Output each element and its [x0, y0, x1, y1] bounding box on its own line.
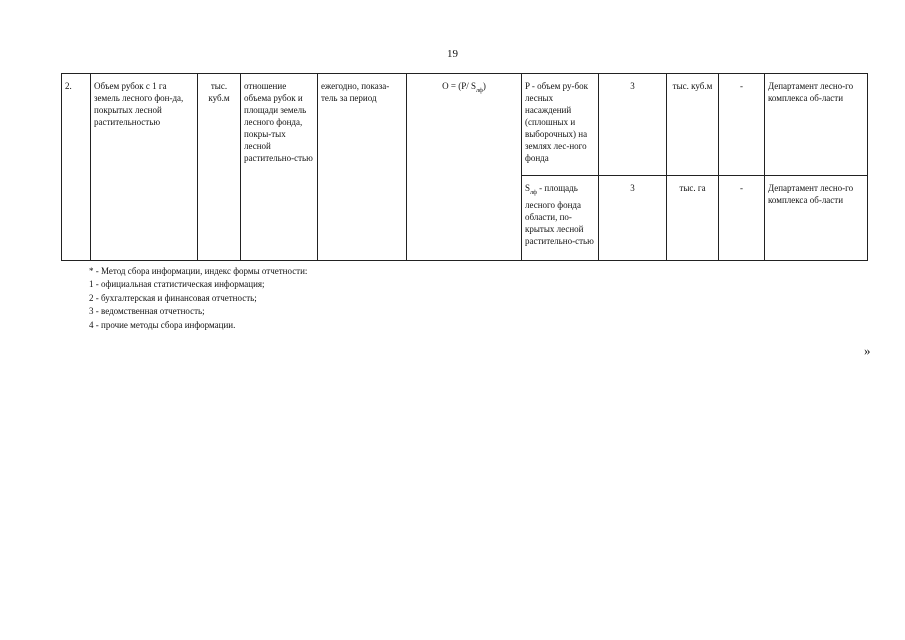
- formula-main: O = (P/ S: [442, 81, 476, 91]
- component-description-text: - площадь лесного фонда области, по-крытых лесной растительно-стью: [525, 183, 594, 246]
- definition-cell: отношение объема рубок и площади земель лесного фонда, покры-тых лесной растительно-стью: [241, 74, 318, 261]
- indicator-name-cell: Объем рубок с 1 га земель лесного фон-да, покрытых лесной растительностью: [91, 74, 198, 261]
- responsible-cell: Департамент лесно-го комплекса об-ласти: [765, 74, 868, 176]
- dash-cell: -: [719, 74, 765, 176]
- formula-subscript: лф: [475, 87, 483, 94]
- dash-cell: -: [719, 176, 765, 261]
- page-number: 19: [447, 48, 458, 60]
- responsible-cell: Департамент лесно-го комплекса об-ласти: [765, 176, 868, 261]
- component-symbol: S: [525, 183, 531, 193]
- method-notes: [89, 265, 307, 332]
- collection-method-cell: 3: [599, 74, 667, 176]
- note-line: 2 - бухгалтерская и финансовая отчетность;: [89, 292, 257, 303]
- component-description-cell: P - объем ру-бок лесных насаждений (сплошных и выборочных) на землях лес-ного фонда: [522, 74, 599, 176]
- closing-quote: »: [864, 343, 871, 358]
- row-number-cell: 2.: [62, 74, 91, 261]
- collection-method-cell: 3: [599, 176, 667, 261]
- component-unit-cell: тыс. куб.м: [667, 74, 719, 176]
- note-line: 1 - официальная статистическая информация;: [89, 279, 265, 290]
- formula-cell: [407, 74, 522, 261]
- note-line: * - Метод сбора информации, индекс формы отчетности:: [89, 266, 308, 276]
- indicators-table: [61, 73, 868, 261]
- unit-cell: тыс. куб.м: [198, 74, 241, 261]
- periodicity-cell: ежегодно, показа-тель за период: [318, 74, 407, 261]
- component-description-cell: [522, 176, 599, 261]
- component-symbol-subscript: лф: [530, 189, 537, 196]
- note-line: 4 - прочие методы сбора информации.: [89, 319, 236, 330]
- note-line: 3 - ведомственная отчетность;: [89, 306, 205, 317]
- table-row: [62, 74, 868, 176]
- component-unit-cell: тыс. га: [667, 176, 719, 261]
- formula-end: ): [482, 81, 486, 91]
